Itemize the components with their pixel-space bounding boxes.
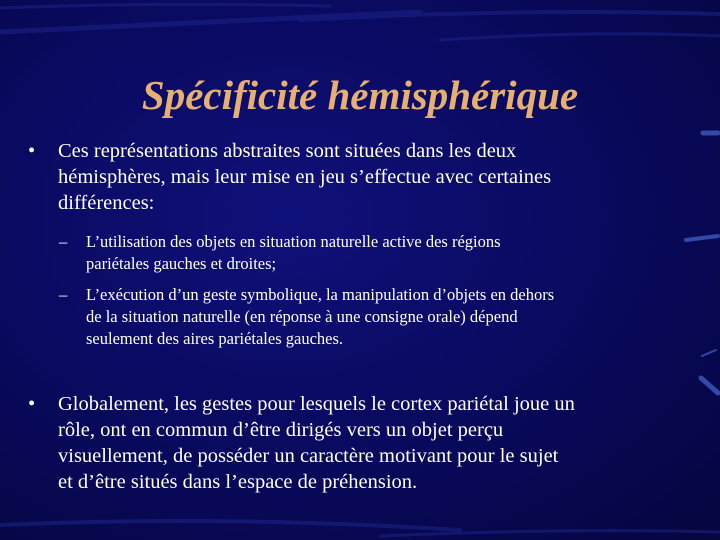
subbullet-2	[59, 284, 699, 350]
bullet-1-line-3: différences:	[58, 192, 155, 214]
bullet-1-text	[58, 138, 551, 216]
subbullet-2-line-1: L’exécution d’un geste symbolique, la manipulation d’objets en dehors	[86, 285, 555, 304]
bullet-1-line-1: Ces représentations abstraites sont situées dans les deux	[58, 140, 517, 162]
subbullet-2-mark: –	[59, 285, 68, 304]
bullet-2-line-4: et d’être situés dans l’espace de préhension.	[58, 471, 418, 493]
subbullet-2-text	[86, 284, 554, 350]
subbullet-1-line-2: pariétales gauches et droites;	[86, 254, 277, 273]
subbullet-1-line-1: L’utilisation des objets en situation naturelle active des régions	[86, 232, 501, 251]
bullet-2-text	[58, 391, 575, 495]
bullet-1-line-2: hémisphères, mais leur mise en jeu s’effectue avec certaines	[58, 166, 552, 188]
slide-title: Spécificité hémisphérique	[141, 72, 579, 118]
subbullet-1-mark: –	[59, 232, 68, 251]
bullet-2-line-1: Globalement, les gestes pour lesquels le cortex pariétal joue un	[58, 393, 575, 415]
subbullet-1-text	[86, 231, 501, 275]
subbullet-2-line-3: seulement des aires pariétales gauches.	[86, 329, 344, 348]
bullet-2-mark: •	[28, 393, 36, 415]
subbullet-1	[59, 231, 699, 275]
bullet-2-line-3: visuellement, de posséder un caractère motivant pour le sujet	[58, 445, 559, 467]
bullet-1-mark: •	[28, 140, 36, 162]
bullet-1	[28, 138, 698, 218]
bullet-2	[28, 391, 698, 501]
bullet-2-line-2: rôle, ont en commun d’être dirigés vers un objet perçu	[58, 419, 504, 441]
subbullet-2-line-2: de la situation naturelle (en réponse à une consigne orale) dépend	[86, 307, 518, 326]
